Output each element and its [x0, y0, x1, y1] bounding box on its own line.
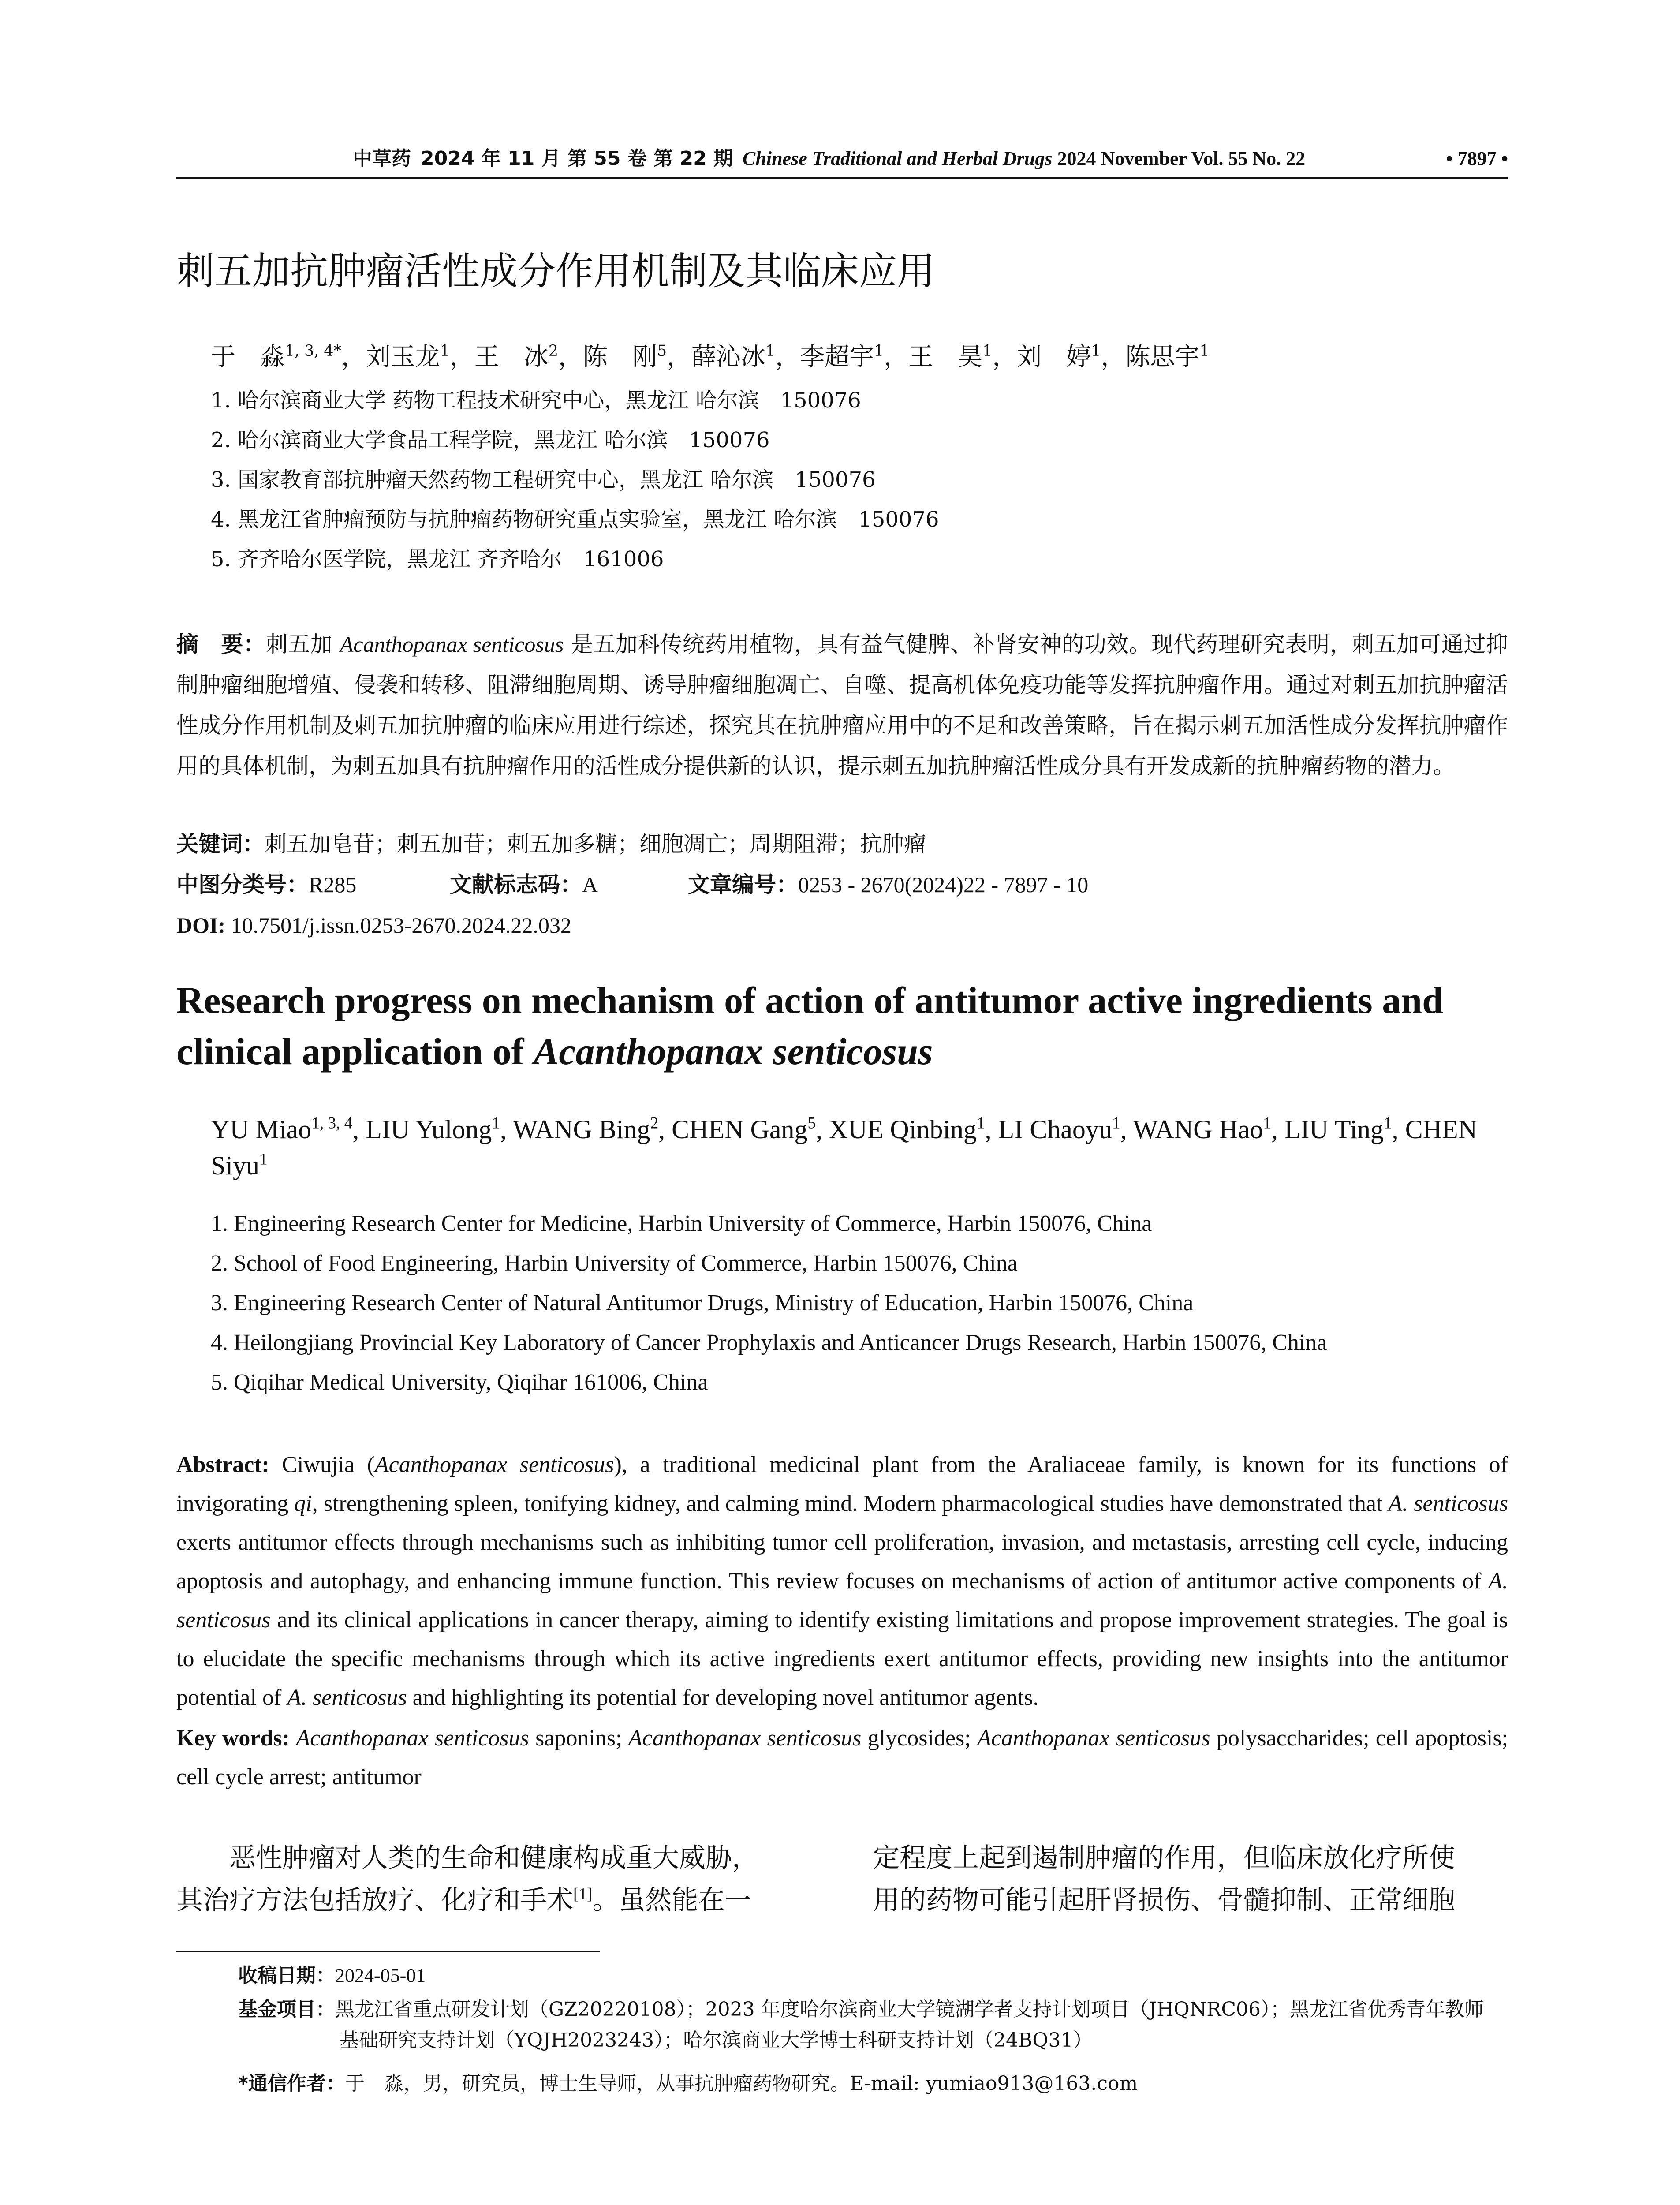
- clc-value: R285: [309, 872, 357, 897]
- received-label: 收稿日期：: [238, 1964, 335, 1987]
- italic-term: Acanthopanax senticosus: [296, 1726, 529, 1751]
- received-date: 2024-05-01: [335, 1965, 426, 1986]
- cn-author-affiliation-mark: 1, 3, 4*: [285, 342, 341, 360]
- en-author-affiliation-mark: 1: [1112, 1114, 1120, 1132]
- en-keywords-text: [176, 1726, 1508, 1790]
- en-author-affiliation-mark: 5: [807, 1114, 816, 1132]
- text-run: glycosides;: [861, 1726, 978, 1751]
- cn-author-affiliation-mark: 1: [765, 342, 776, 360]
- body-left-line-2-end: 。虽然能在一: [592, 1885, 751, 1916]
- body-right-line-1: 定程度上起到遏制肿瘤的作用，但临床放化疗所使: [873, 1842, 1455, 1873]
- en-affiliation-1: 1. Engineering Research Center for Medicine, Harbin University of Commerce, Harbin 150076, China: [211, 1211, 1152, 1236]
- doc-code-label: 文献标志码：: [450, 872, 582, 897]
- italic-term: Acanthopanax senticosus: [628, 1726, 862, 1751]
- en-author-affiliation-mark: 2: [650, 1114, 659, 1132]
- en-affiliation-2: 2. School of Food Engineering, Harbin University of Commerce, Harbin 150076, China: [211, 1251, 1018, 1276]
- cn-author: 刘玉龙$^1$: [366, 342, 450, 371]
- cn-title: 刺五加抗肿瘤活性成分作用机制及其临床应用: [176, 249, 935, 293]
- en-abstract-text: [176, 1452, 1508, 1710]
- footnote-rule: [176, 1951, 600, 1952]
- cn-abstract-text-pre: 刺五加: [265, 632, 340, 657]
- body-left-column: [176, 1837, 816, 1921]
- cn-keywords: [176, 824, 1508, 864]
- cn-affiliation-2: 2. 哈尔滨商业大学食品工程学院，黑龙江 哈尔滨 150076: [211, 428, 770, 452]
- fund-line-1: 黑龙江省重点研发计划（GZ20220108）；2023 年度哈尔滨商业大学镜湖学者支持计划项目（JHQNRC06）；黑龙江省优秀青年教师: [335, 1998, 1484, 2021]
- page-number: • 7897 •: [1446, 148, 1508, 169]
- en-title-line-2: [176, 1026, 1508, 1077]
- cn-affiliation-3: 3. 国家教育部抗肿瘤天然药物工程研究中心，黑龙江 哈尔滨 150076: [211, 467, 876, 492]
- en-affiliation-3: 3. Engineering Research Center of Natural Antitumor Drugs, Ministry of Education, Harbin 150076, China: [211, 1290, 1194, 1316]
- issue-cn: 2024 年 11 月 第 55 卷 第 22 期: [421, 147, 733, 170]
- journal-name-cn: 中草药: [353, 147, 411, 170]
- italic-term: Acanthopanax senticosus: [977, 1726, 1210, 1751]
- cn-author: 薛沁冰$^1$: [691, 342, 776, 371]
- body-right-column: [873, 1837, 1512, 1921]
- italic-term: Acanthopanax senticosus: [374, 1452, 614, 1477]
- en-authors: YU Miao$^{1, 3, 4}$, LIU Yulong$^1$, WANG Bing$^2$, CHEN Gang$^5$, XUE Qinbing$^1$, LI Chaoyu$^1$, WANG Hao$^1$, LIU Ting$^1$, CHEN Siyu$^1$: [211, 1114, 1477, 1180]
- fund-line-2: 基础研究支持计划（YQJH2023243）；哈尔滨商业大学博士科研支持计划（24BQ31）: [340, 2029, 1093, 2052]
- cn-affiliation-1: 1. 哈尔滨商业大学 药物工程技术研究中心，黑龙江 哈尔滨 150076: [211, 388, 861, 413]
- cn-author: 刘 婷$^1$: [1017, 342, 1101, 371]
- italic-term: qi: [294, 1491, 312, 1516]
- en-title-latin: Acanthopanax senticosus: [533, 1030, 933, 1073]
- journal-name-en: Chinese Traditional and Herbal Drugs: [743, 148, 1053, 169]
- en-affiliation-5: 5. Qiqihar Medical University, Qiqihar 161006, China: [211, 1370, 708, 1395]
- body-left-line-2-text: 其治疗方法包括放疗、化疗和手术: [176, 1885, 573, 1916]
- cn-author-affiliation-mark: 2: [548, 342, 558, 360]
- italic-term: A. senticosus: [1388, 1491, 1508, 1516]
- text-run: [290, 1726, 296, 1751]
- italic-term: A. senticosus: [287, 1685, 407, 1710]
- en-keywords: [176, 1719, 1508, 1797]
- corresponding-label: *通信作者：: [238, 2072, 346, 2095]
- en-affiliation-4: 4. Heilongjiang Provincial Key Laboratory of Cancer Prophylaxis and Anticancer Drugs Research, Harbin 150076, China: [211, 1330, 1327, 1355]
- cn-author: 陈 刚$^5$: [582, 342, 667, 371]
- cn-abstract: [176, 624, 1508, 786]
- en-author-affiliation-mark: 1: [1263, 1114, 1271, 1132]
- cn-keywords-text: 刺五加皂苷；刺五加苷；刺五加多糖；细胞凋亡；周期阻滞；抗肿瘤: [265, 831, 926, 857]
- en-abstract-label: Abstract:: [176, 1452, 269, 1477]
- article-no-value: 0253 - 2670(2024)22 - 7897 - 10: [798, 872, 1089, 897]
- cn-abstract-text: 是五加科传统药用植物，具有益气健脾、补肾安神的功效。现代药理研究表明，刺五加可通过抑制肿瘤细胞增殖、侵袭和转移、阻滞细胞周期、诱导肿瘤细胞凋亡、自噬、提高机体免疫功能等发挥抗肿瘤作用。通过对刺五加抗肿瘤活性成分作用机制及刺五加抗肿瘤的临床应用进行综述，探究其在抗肿瘤应用中的不足和改善策略，旨在揭示刺五加活性成分发挥抗肿瘤作用的具体机制，为刺五加具有抗肿瘤作用的活性成分提供新的认识，提示刺五加抗肿瘤活性成分具有开发成新的抗肿瘤药物的潜力。: [176, 632, 1508, 779]
- en-author: XUE Qinbing$^1$: [829, 1114, 985, 1144]
- body-left-line-1: 恶性肿瘤对人类的生命和健康构成重大威胁，: [176, 1842, 758, 1873]
- cn-author-affiliation-mark: 1: [982, 342, 993, 360]
- en-keywords-label: Key words:: [176, 1726, 290, 1751]
- text-run: ), a traditional medicinal plant from the Araliaceae family, is known for its functions of invigorating: [176, 1452, 1508, 1516]
- cn-author: 王 昊$^1$: [908, 342, 993, 371]
- citation-ref-1[interactable]: [1]: [573, 1885, 593, 1903]
- en-author: CHEN Siyu$^1$: [211, 1115, 1477, 1180]
- en-author-affiliation-mark: 1: [259, 1150, 268, 1169]
- en-author-affiliation-mark: 1: [492, 1114, 500, 1132]
- en-author: LI Chaoyu$^1$: [998, 1114, 1120, 1144]
- footnote-received: [238, 1960, 1508, 1991]
- clc-label: 中图分类号：: [176, 872, 309, 897]
- footnote-fund: [238, 1994, 1508, 2056]
- cn-author-affiliation-mark: 5: [657, 342, 667, 360]
- en-title-line-2-text: clinical application of: [176, 1030, 534, 1073]
- text-run: exerts antitumor effects through mechanisms such as inhibiting tumor cell proliferation, invasion, and metastasis, arresting cell cycle, inducing apoptosis and autophagy, and enhancing immune function. This review focuses on mechanisms of action of antitumor active components of: [176, 1530, 1508, 1594]
- cn-author-affiliation-mark: 1: [440, 342, 450, 360]
- cn-keywords-label: 关键词：: [176, 831, 265, 857]
- running-header: [176, 146, 1508, 172]
- en-author: CHEN Gang$^5$: [672, 1114, 816, 1144]
- fund-label: 基金项目：: [238, 1998, 335, 2021]
- text-run: and highlighting its potential for developing novel antitumor agents.: [407, 1685, 1039, 1710]
- cn-abstract-label: 摘 要：: [176, 632, 266, 657]
- journal-issue: [353, 146, 1305, 172]
- classification-row: [176, 864, 1508, 905]
- cn-author: 王 冰$^2$: [474, 342, 558, 371]
- en-author: YU Miao$^{1, 3, 4}$: [211, 1114, 353, 1144]
- cn-author-affiliation-mark: 1: [1199, 342, 1210, 360]
- doi-label: DOI:: [176, 913, 226, 938]
- corresponding-author: 于 淼，男，研究员，博士生导师，从事抗肿瘤药物研究。E-mail: yumiao913@163.com: [345, 2072, 1138, 2095]
- cn-author-affiliation-mark: 1: [1091, 342, 1101, 360]
- cn-abstract-latin: Acanthopanax senticosus: [340, 632, 564, 657]
- cn-author-affiliation-mark: 1: [874, 342, 884, 360]
- text-run: and its clinical applications in cancer therapy, aiming to identify existing limitations and propose improvement strategies. The goal is to elucidate the specific mechanisms through which its active ingredients exert antitumor effects, providing new insights into the antitumor potential of: [176, 1607, 1508, 1710]
- footnote-corresponding: [238, 2068, 1508, 2099]
- text-run: saponins;: [529, 1726, 628, 1751]
- en-abstract: [176, 1446, 1508, 1717]
- en-author-affiliation-mark: 1: [1384, 1114, 1392, 1132]
- text-run: Ciwujia (: [269, 1452, 375, 1477]
- en-author-affiliation-mark: 1: [977, 1114, 985, 1132]
- en-author: WANG Bing$^2$: [512, 1114, 659, 1144]
- en-title-line-1: Research progress on mechanism of action of antitumor active ingredients and: [176, 979, 1443, 1021]
- text-run: , strengthening spleen, tonifying kidney, and calming mind. Modern pharmacological studies have demonstrated that: [312, 1491, 1389, 1516]
- article-no-label: 文章编号：: [688, 872, 798, 897]
- en-author: LIU Ting$^1$: [1284, 1114, 1392, 1144]
- cn-author: 于 淼$^{1, 3, 4*}$: [211, 342, 341, 371]
- cn-affiliation-5: 5. 齐齐哈尔医学院，黑龙江 齐齐哈尔 161006: [211, 547, 664, 572]
- cn-affiliation-4: 4. 黑龙江省肿瘤预防与抗肿瘤药物研究重点实验室，黑龙江 哈尔滨 150076: [211, 507, 939, 532]
- doi-link[interactable]: 10.7501/j.issn.0253-2670.2024.22.032: [225, 913, 571, 938]
- en-author: WANG Hao$^1$: [1133, 1114, 1271, 1144]
- en-author-affiliation-mark: 1, 3, 4: [311, 1114, 353, 1132]
- header-rule: [176, 177, 1508, 179]
- cn-author: 陈思宇$^1$: [1125, 342, 1210, 371]
- issue-en: 2024 November Vol. 55 No. 22: [1057, 148, 1306, 169]
- doi-row: [176, 905, 1508, 946]
- en-author: LIU Yulong$^1$: [366, 1114, 500, 1144]
- body-left-line-2: [176, 1879, 816, 1921]
- doc-code-value: A: [582, 872, 598, 897]
- cn-authors: 于 淼$^{1, 3, 4*}$，刘玉龙$^1$，王 冰$^2$，陈 刚$^5$，薛沁冰$^1$，李超宇$^1$，王 昊$^1$，刘 婷$^1$，陈思宇$^1$: [211, 342, 1210, 371]
- body-right-line-2: 用的药物可能引起肝肾损伤、骨髓抑制、正常细胞: [873, 1885, 1455, 1916]
- text-run: polysaccharides; cell apoptosis; cell cycle arrest; antitumor: [176, 1726, 1508, 1790]
- en-title: [176, 975, 1508, 1077]
- italic-term: A. senticosus: [176, 1569, 1508, 1633]
- cn-author: 李超宇$^1$: [800, 342, 884, 371]
